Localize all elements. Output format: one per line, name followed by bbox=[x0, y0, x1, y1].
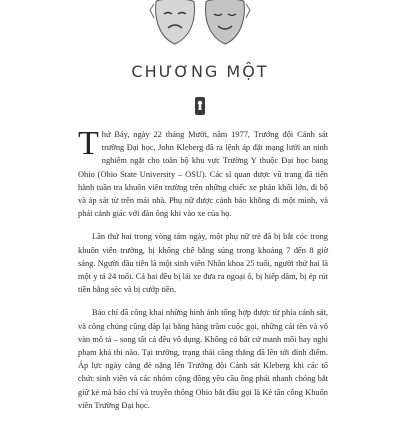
paragraph-1 bbox=[78, 125, 328, 220]
drop-cap: T bbox=[78, 125, 99, 162]
chapter-body bbox=[78, 125, 328, 422]
chapter-title: CHƯƠNG MỘT bbox=[131, 62, 269, 81]
paragraph-1-text: hứ Bảy, ngày 22 tháng Mười, năm 1977, Trưởng đội Cảnh sát trường Đại học, John Kleberg đã ra lệnh áp đặt mạng lưới an ninh nghiêm ngặt cho toàn bộ khu vực Trường Y thuộc Đại học bang Ohio (Ohio State University – OSU). Các sĩ quan được vũ trang đã tiến hành tuần tra khuôn viên trường trên những chiếc xe phản khối lớn, đi bộ và áp sát từ trên mái nhà. Phụ nữ được cảnh báo không đi một mình, và phải cảnh giác với đàn ông khi vào xe của họ. bbox=[78, 130, 328, 219]
keyhole-icon bbox=[190, 96, 210, 116]
paragraph-2: Lần thứ hai trong vòng tám ngày, một phụ nữ trẻ đã bị bắt cóc trong khuôn viên trường, bị khống chế bằng súng trong khoảng 7 đến 8 giờ sáng. Người đầu tiên là một sinh viên Nhãn khoa 25 tuổi, người thứ hai là một y tá 24 tuổi. Cả hai đều bị lái xe đưa ra ngoại ô, bị hiếp dâm, bị ép rút tiền bằng séc và bị cướp tiền. bbox=[78, 232, 328, 295]
paragraph-3: Báo chí đã công khai những hình ảnh tổng hợp được từ phía cảnh sát, và công chúng cũng đáp lại bằng hàng trăm cuộc gọi, những cái tên và vô vàn mô tả – song tất cả đều vô dụng. Không có bất cứ manh mối hay nghi phạm khả thi nào. Tại trường, trạng thái căng thẳng đã lên tới đỉnh điểm. Áp lực ngày càng đè nặng lên Trưởng đội Cảnh sát Kleberg khi các tổ chức sinh viên và các nhóm cộng đồng yêu cầu ông phải nhanh chóng bắt giữ kẻ mà báo chí và truyền thông Ohio bắt đầu gọi là Kẻ tấn công Khuôn viên Trường Đại học. bbox=[78, 308, 328, 410]
theater-masks-icon bbox=[148, 0, 252, 46]
